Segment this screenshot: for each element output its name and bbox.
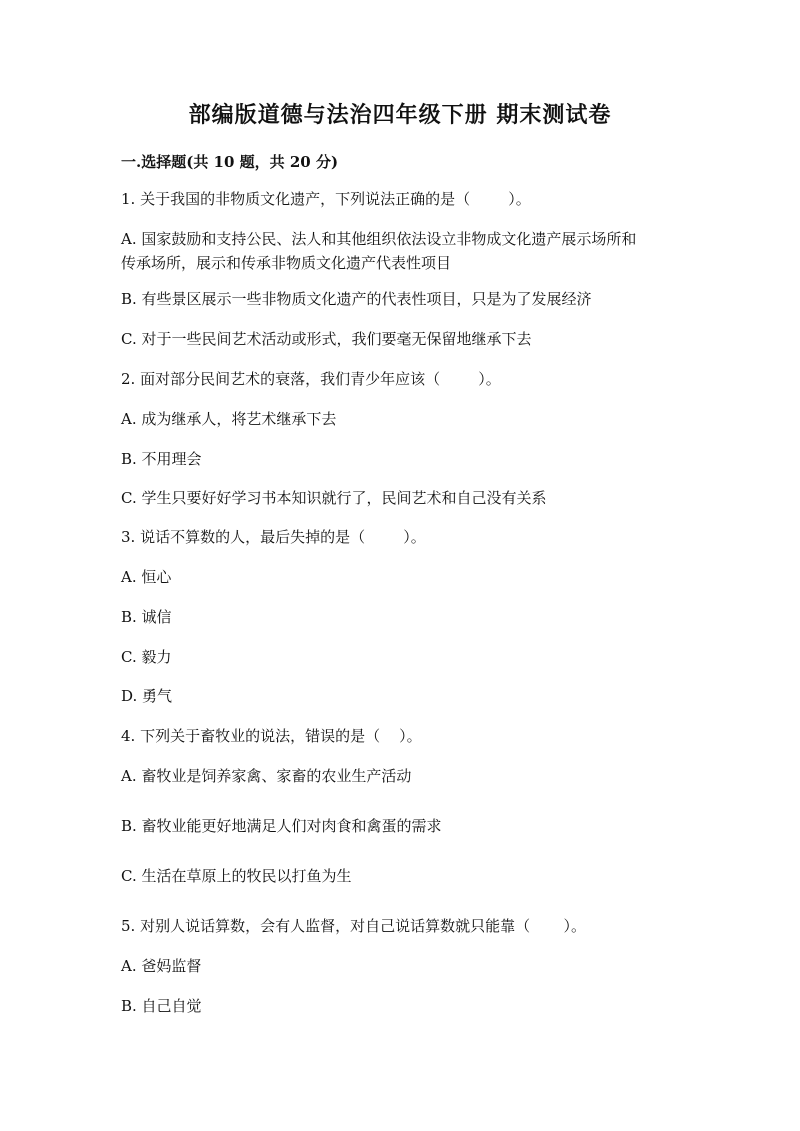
question-1-stem: 1. 关于我国的非物质文化遗产，下列说法正确的是（ ）。	[121, 190, 531, 208]
question-2-option-a: A. 成为继承人，将艺术继承下去	[121, 410, 337, 428]
question-4-option-b: B. 畜牧业能更好地满足人们对肉食和禽蛋的需求	[121, 817, 442, 835]
question-2-option-b: B. 不用理会	[121, 450, 202, 468]
question-3-option-c: C. 毅力	[121, 648, 172, 666]
question-3-option-b: B. 诚信	[121, 608, 172, 626]
page-title: 部编版道德与法治四年级下册 期末测试卷	[188, 102, 612, 128]
question-1-option-a-line1: A. 国家鼓励和支持公民、法人和其他组织依法设立非物成文化遗产展示场所和	[121, 230, 637, 248]
question-1-option-c: C. 对于一些民间艺术活动或形式，我们要毫无保留地继承下去	[121, 330, 532, 348]
question-1-option-b: B. 有些景区展示一些非物质文化遗产的代表性项目，只是为了发展经济	[121, 290, 592, 308]
question-4-option-c: C. 生活在草原上的牧民以打鱼为生	[121, 867, 352, 885]
question-4-stem: 4. 下列关于畜牧业的说法，错误的是（ ）。	[121, 727, 422, 745]
question-3-stem: 3. 说话不算数的人，最后失掉的是（ ）。	[121, 528, 426, 546]
question-2-option-c: C. 学生只要好好学习书本知识就行了，民间艺术和自己没有关系	[121, 489, 547, 507]
question-5-stem: 5. 对别人说话算数，会有人监督，对自己说话算数就只能靠（ ）。	[121, 917, 586, 935]
question-3-option-d: D. 勇气	[121, 687, 173, 705]
question-5-option-b: B. 自己自觉	[121, 997, 202, 1015]
question-5-option-a: A. 爸妈监督	[121, 957, 202, 975]
question-4-option-a: A. 畜牧业是饲养家禽、家畜的农业生产活动	[121, 767, 412, 785]
section-heading: 一.选择题(共 10 题，共 20 分)	[121, 153, 339, 171]
question-1-option-a-line2: 传承场所，展示和传承非物质文化遗产代表性项目	[121, 254, 452, 272]
question-3-option-a: A. 恒心	[121, 568, 172, 586]
question-2-stem: 2. 面对部分民间艺术的衰落，我们青少年应该（ ）。	[121, 370, 501, 388]
